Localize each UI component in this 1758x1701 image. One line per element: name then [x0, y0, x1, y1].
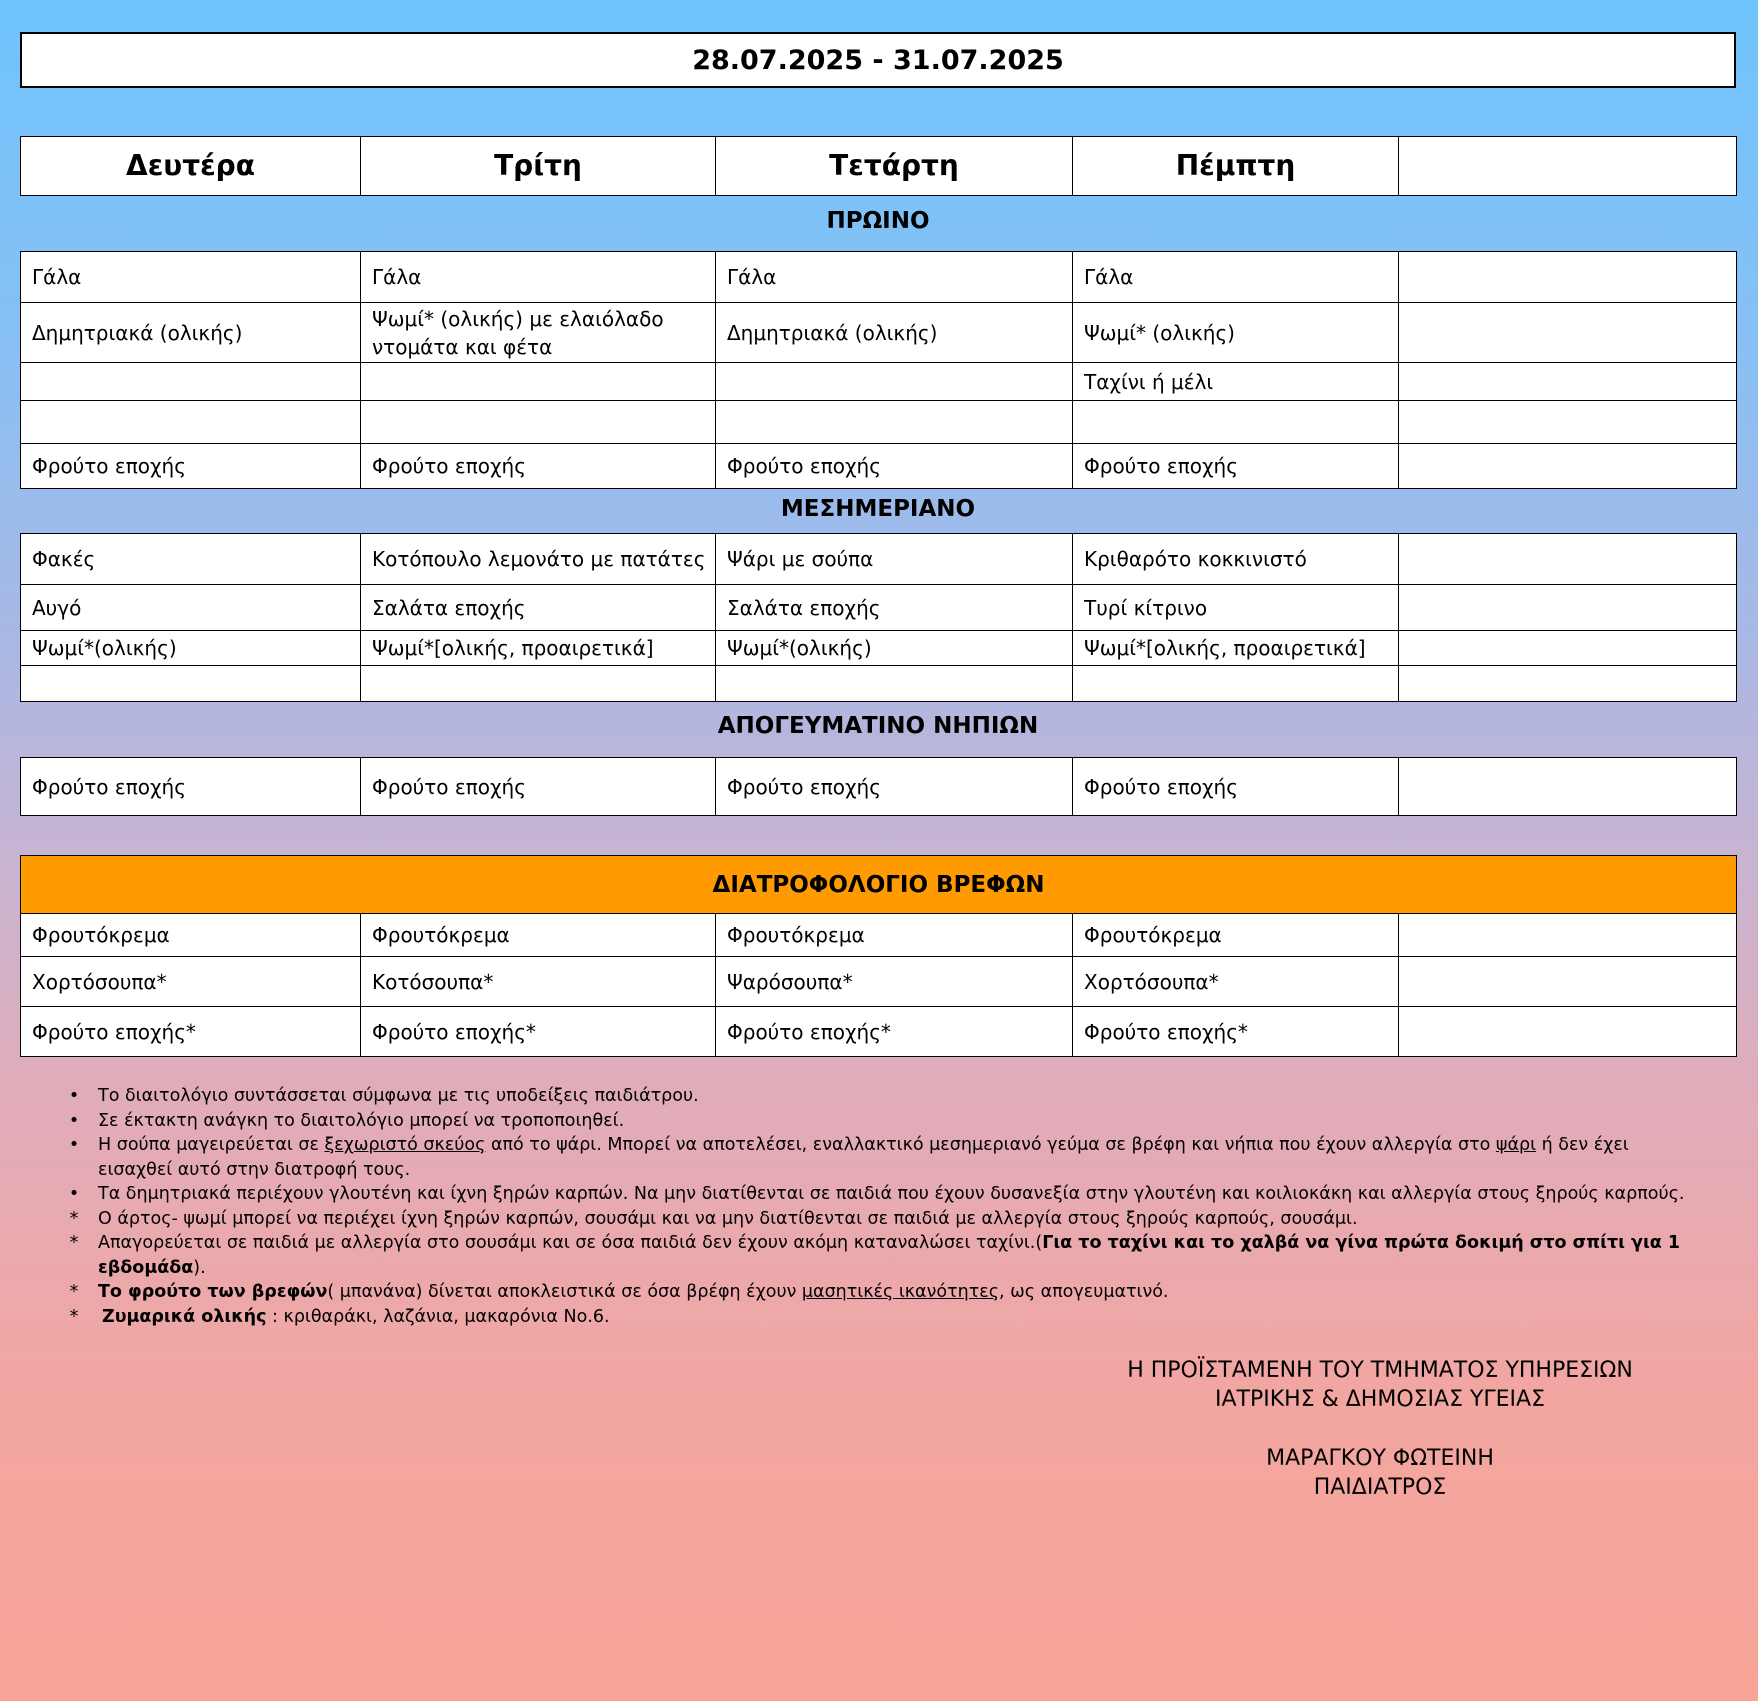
signature-title: ΠΑΙΔΙΑΤΡΟΣ: [1313, 1475, 1447, 1500]
note-bold: Ζυμαρικά ολικής: [102, 1306, 267, 1327]
table-row: [21, 252, 1737, 303]
notes-list: [64, 1084, 1704, 1329]
menu-cell: Φακές: [21, 534, 361, 585]
infants-table: [20, 855, 1737, 1057]
note-item: [64, 1084, 1704, 1109]
note-text: ή δεν έχει εισαχθεί αυτό στην διατροφή τους.: [98, 1135, 1629, 1180]
menu-cell: [1399, 444, 1737, 489]
signature-department: [1100, 1356, 1660, 1414]
toddler-snack-table: [20, 757, 1737, 816]
asterisk-icon: *: [69, 1208, 79, 1229]
table-row: [21, 914, 1737, 957]
signature-person: [1100, 1444, 1660, 1502]
menu-cell: Ψωμί*[ολικής, προαιρετικά]: [361, 631, 716, 666]
menu-cell: Ψωμί* (ολικής) με ελαιόλαδο ντομάτα και φέτα: [361, 303, 716, 363]
menu-cell: Φρούτο εποχής: [716, 444, 1073, 489]
note-bold: Το φρούτο των βρεφών: [98, 1282, 328, 1302]
menu-cell: [1399, 252, 1737, 303]
note-text: Το διαιτολόγιο συντάσσεται σύμφωνα με τις υποδείξεις παιδιάτρου.: [98, 1086, 699, 1106]
menu-cell: [1399, 534, 1737, 585]
menu-cell: Γάλα: [1073, 252, 1399, 303]
menu-cell: Φρούτο εποχής: [361, 444, 716, 489]
note-text: ).: [193, 1257, 206, 1278]
day-monday: Δευτέρα: [21, 137, 361, 196]
menu-cell: Φρούτο εποχής*: [716, 1007, 1073, 1057]
menu-cell: Χορτόσουπα*: [21, 957, 361, 1007]
note-item: [64, 1207, 1704, 1232]
breakfast-table: [20, 251, 1737, 489]
note-text: Τα δημητριακά περιέχουν γλουτένη και ίχνη ξηρών καρπών. Να μην διατίθενται σε παιδιά που έχουν δυσανεξία στην γλουτένη και κοιλιοκάκη και αλλεργία στους ξηρούς καρπούς.: [98, 1184, 1685, 1204]
asterisk-icon: *: [69, 1233, 79, 1253]
note-text: Απαγορεύεται σε παιδιά με αλλεργία στο σουσάμι και σε όσα παιδιά δεν έχουν ακόμη καταναλώσει ταχίνι.(: [98, 1233, 1043, 1253]
menu-cell: Κοτόπουλο λεμονάτο με πατάτες: [361, 534, 716, 585]
day-thursday: Πέμπτη: [1073, 137, 1399, 196]
table-row: [21, 957, 1737, 1007]
menu-cell: Γάλα: [361, 252, 716, 303]
table-row: [21, 758, 1737, 816]
menu-cell: [361, 666, 716, 702]
bullet-icon: •: [68, 1110, 80, 1131]
menu-cell: [1399, 1007, 1737, 1057]
menu-cell: [1073, 401, 1399, 444]
day-wednesday: Τετάρτη: [716, 137, 1073, 196]
day-empty: [1399, 137, 1737, 196]
menu-cell: [21, 401, 361, 444]
table-row: [21, 631, 1737, 666]
menu-cell: Ψωμί*[ολικής, προαιρετικά]: [1073, 631, 1399, 666]
menu-cell: Φρούτο εποχής: [361, 758, 716, 816]
menu-cell: Φρουτόκρεμα: [1073, 914, 1399, 957]
note-item: [64, 1305, 1704, 1330]
menu-cell: [1399, 914, 1737, 957]
lunch-title: ΜΕΣΗΜΕΡΙΑΝΟ: [780, 496, 976, 522]
note-text: ( μπανάνα) δίνεται αποκλειστικά σε όσα βρέφη έχουν: [327, 1282, 802, 1302]
menu-cell: [1399, 303, 1737, 363]
menu-cell: Κοτόσουπα*: [361, 957, 716, 1007]
menu-cell: [1399, 957, 1737, 1007]
menu-cell: Φρούτο εποχής*: [21, 1007, 361, 1057]
menu-cell: Γάλα: [21, 252, 361, 303]
note-text: : κριθαράκι, λαζάνια, μακαρόνια Νο.6.: [266, 1306, 610, 1327]
signature-line: Η ΠΡΟΪΣΤΑΜΕΝΗ ΤΟΥ ΤΜΗΜΑΤΟΣ ΥΠΗΡΕΣΙΩΝ: [1127, 1358, 1633, 1383]
note-text: Σε έκτακτη ανάγκη το διαιτολόγιο μπορεί να τροποποιηθεί.: [98, 1110, 625, 1131]
menu-cell: Φρούτο εποχής*: [1073, 1007, 1399, 1057]
menu-cell: [21, 363, 361, 401]
menu-cell: Γάλα: [716, 252, 1073, 303]
menu-cell: Φρούτο εποχής: [716, 758, 1073, 816]
bullet-icon: •: [68, 1184, 80, 1204]
asterisk-icon: *: [69, 1306, 79, 1327]
menu-cell: Δημητριακά (ολικής): [716, 303, 1073, 363]
menu-cell: [1399, 631, 1737, 666]
table-row: [21, 585, 1737, 631]
day-tuesday: Τρίτη: [361, 137, 716, 196]
menu-cell: [1399, 401, 1737, 444]
menu-cell: [1073, 666, 1399, 702]
note-item: [64, 1280, 1704, 1305]
menu-cell: Χορτόσουπα*: [1073, 957, 1399, 1007]
table-row: [21, 363, 1737, 401]
menu-cell: Φρούτο εποχής: [21, 758, 361, 816]
menu-cell: Φρουτόκρεμα: [716, 914, 1073, 957]
days-header-table: [20, 136, 1737, 196]
menu-cell: Φρούτο εποχής: [1073, 444, 1399, 489]
menu-cell: [21, 666, 361, 702]
table-row: [21, 534, 1737, 585]
menu-cell: Αυγό: [21, 585, 361, 631]
note-underlined: ξεχωριστό σκεύος: [324, 1135, 486, 1155]
note-underlined: μασητικές ικανότητες: [801, 1282, 999, 1302]
menu-cell: [1399, 363, 1737, 401]
note-underlined: ψάρι: [1495, 1135, 1537, 1155]
menu-cell: Φρούτο εποχής: [1073, 758, 1399, 816]
menu-cell: [1399, 666, 1737, 702]
menu-cell: Φρούτο εποχής: [21, 444, 361, 489]
note-item: [64, 1133, 1704, 1182]
note-item: [64, 1182, 1704, 1207]
menu-cell: Ψάρι με σούπα: [716, 534, 1073, 585]
signature-name: ΜΑΡΑΓΚΟΥ ΦΩΤΕΙΝΗ: [1266, 1446, 1494, 1471]
note-text: , ως απογευματινό.: [998, 1282, 1169, 1302]
bullet-icon: •: [68, 1086, 80, 1106]
menu-cell: Φρουτόκρεμα: [21, 914, 361, 957]
menu-cell: Ψαρόσουπα*: [716, 957, 1073, 1007]
menu-cell: [716, 666, 1073, 702]
table-row: [21, 666, 1737, 702]
toddler-snack-title: ΑΠΟΓΕΥΜΑΤΙΝΟ ΝΗΠΙΩΝ: [717, 713, 1039, 739]
note-bold: Για το ταχίνι και το χαλβά να γίνα πρώτα δοκιμή στο σπίτι για 1 εβδομάδα: [98, 1233, 1681, 1278]
menu-cell: Ψωμί* (ολικής): [1073, 303, 1399, 363]
asterisk-icon: *: [69, 1282, 79, 1302]
signature-line: ΙΑΤΡΙΚΗΣ & ΔΗΜΟΣΙΑΣ ΥΓΕΙΑΣ: [1215, 1387, 1545, 1412]
infants-title: ΔΙΑΤΡΟΦΟΛΟΓΙΟ ΒΡΕΦΩΝ: [21, 856, 1737, 914]
table-row: [21, 444, 1737, 489]
menu-cell: [1399, 758, 1737, 816]
menu-cell: Τυρί κίτρινο: [1073, 585, 1399, 631]
menu-cell: [1399, 585, 1737, 631]
menu-cell: [361, 401, 716, 444]
note-text: Η σούπα μαγειρεύεται σε: [98, 1135, 325, 1155]
menu-cell: Κριθαρότο κοκκινιστό: [1073, 534, 1399, 585]
note-text: Ο άρτος- ψωμί μπορεί να περιέχει ίχνη ξηρών καρπών, σουσάμι και να μην διατίθενται σε παιδιά με αλλεργία στους ξηρούς καρπούς, σουσάμι.: [98, 1208, 1358, 1229]
menu-cell: Φρούτο εποχής*: [361, 1007, 716, 1057]
note-text: από το ψάρι. Μπορεί να αποτελέσει, εναλλακτικό μεσημεριανό γεύμα σε βρέφη και νήπια που έχουν αλλεργία στο: [485, 1135, 1496, 1155]
menu-cell: [716, 363, 1073, 401]
menu-cell: Σαλάτα εποχής: [716, 585, 1073, 631]
date-range-title: 28.07.2025 - 31.07.2025: [20, 32, 1736, 88]
menu-cell: [716, 401, 1073, 444]
menu-cell: Σαλάτα εποχής: [361, 585, 716, 631]
note-item: [64, 1231, 1704, 1280]
note-item: [64, 1109, 1704, 1134]
menu-cell: Δημητριακά (ολικής): [21, 303, 361, 363]
table-row: [21, 303, 1737, 363]
lunch-table: [20, 533, 1737, 702]
table-row: [21, 1007, 1737, 1057]
menu-cell: Ταχίνι ή μέλι: [1073, 363, 1399, 401]
bullet-icon: •: [68, 1135, 80, 1155]
menu-cell: Ψωμί*(ολικής): [716, 631, 1073, 666]
menu-cell: Φρουτόκρεμα: [361, 914, 716, 957]
menu-cell: [361, 363, 716, 401]
breakfast-title: ΠΡΩΙΝΟ: [826, 208, 930, 234]
menu-cell: Ψωμί*(ολικής): [21, 631, 361, 666]
table-row: [21, 401, 1737, 444]
